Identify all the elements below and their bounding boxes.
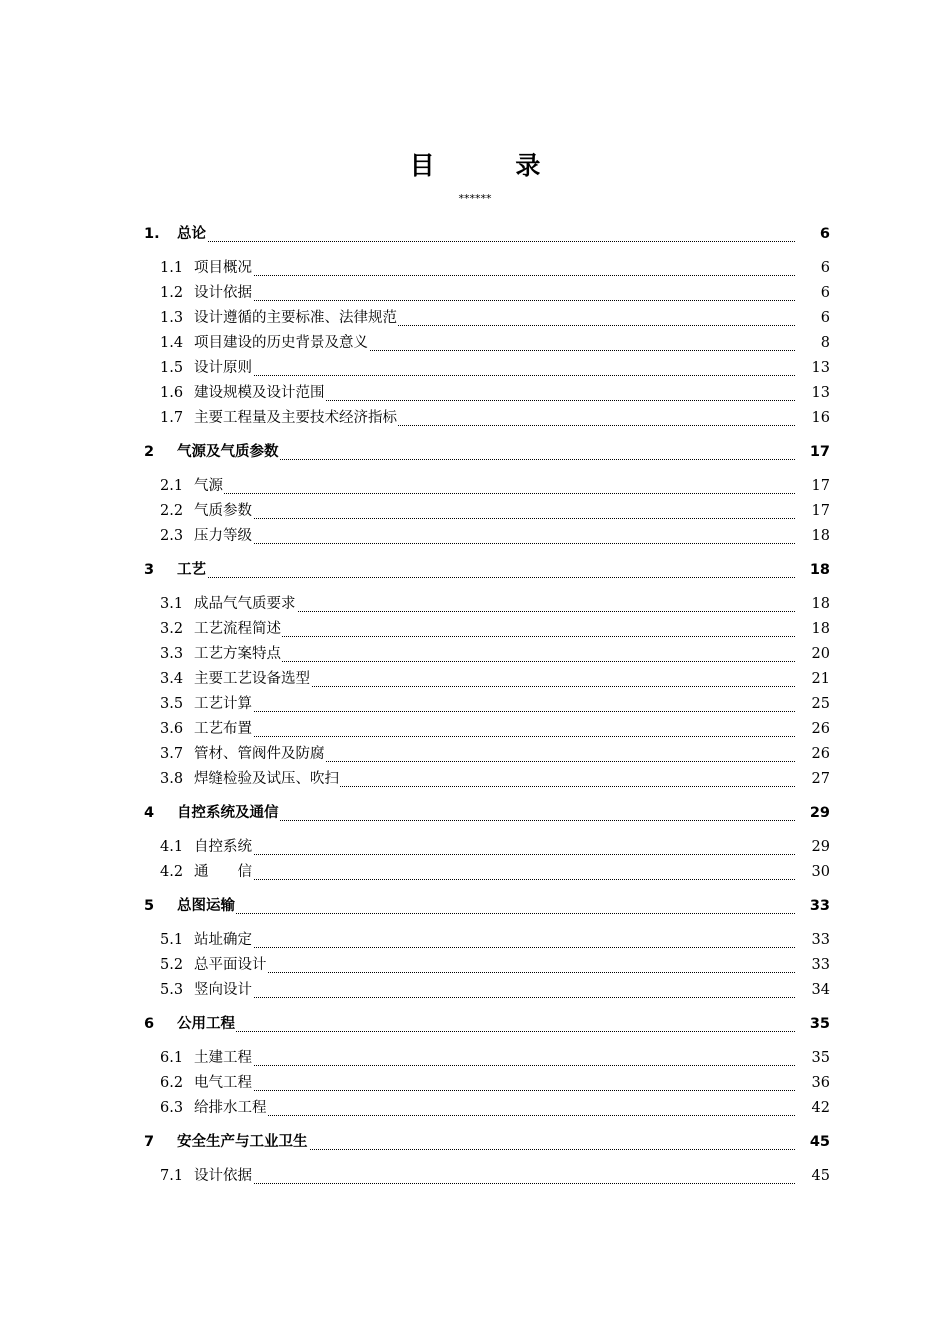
toc-section-entry[interactable]: [0, 500, 950, 522]
toc-entry-label: 给排水工程: [194, 1097, 268, 1119]
toc-entry-label: 自控系统: [194, 836, 253, 858]
toc-page-number: 29: [809, 805, 830, 821]
toc-section-entry[interactable]: [0, 357, 950, 379]
toc-dot-leader: [200, 559, 795, 578]
toc-section-entry[interactable]: [0, 1097, 950, 1119]
toc-section-entry[interactable]: [0, 929, 950, 951]
toc-page-number: 33: [811, 957, 830, 973]
toc-entry-number: 1.: [144, 226, 160, 242]
toc-entry-label: 站址确定: [194, 929, 253, 951]
toc-entry-label: 主要工艺设备选型: [194, 668, 311, 690]
toc-entry-label: 工艺流程简述: [194, 618, 282, 640]
toc-page-number: 26: [811, 746, 830, 762]
toc-entry-label: 自控系统及通信: [177, 802, 280, 824]
toc-page-number: 6: [820, 260, 830, 276]
toc-entry-number: 2.3: [160, 528, 184, 544]
toc-dot-leader: [210, 929, 795, 948]
toc-page-number: 8: [820, 335, 830, 351]
toc-page-number: 25: [811, 696, 830, 712]
toc-entry-label: 主要工程量及主要技术经济指标: [194, 407, 398, 429]
toc-entry-number: 3.7: [160, 746, 184, 762]
toc-entry-label: 公用工程: [177, 1013, 236, 1035]
toc-dot-leader: [200, 441, 795, 460]
toc-dot-leader: [210, 718, 795, 737]
toc-entry-label: 气质参数: [194, 500, 253, 522]
toc-section-entry[interactable]: [0, 1047, 950, 1069]
toc-dot-leader: [210, 979, 795, 998]
toc-dot-leader: [210, 1047, 795, 1066]
toc-entry-label: 总论: [177, 223, 207, 245]
toc-page-number: 36: [811, 1075, 830, 1091]
toc-entry-number: 5.3: [160, 982, 184, 998]
toc-section-entry[interactable]: [0, 475, 950, 497]
toc-dot-leader: [210, 500, 795, 519]
toc-page-number: 18: [811, 528, 830, 544]
toc-page-number: 34: [811, 982, 830, 998]
toc-entry-label: 项目建设的历史背景及意义: [194, 332, 369, 354]
toc-page-number: 17: [811, 478, 830, 494]
toc-entry-number: 6.3: [160, 1100, 184, 1116]
toc-page-number: 45: [809, 1134, 830, 1150]
toc-entry-number: 3.5: [160, 696, 184, 712]
toc-entry-label: 压力等级: [194, 525, 253, 547]
toc-dot-leader: [210, 861, 795, 880]
toc-dot-leader: [210, 525, 795, 544]
toc-entry-label: 安全生产与工业卫生: [177, 1131, 309, 1153]
toc-entry-number: 5: [144, 898, 155, 914]
toc-dot-leader: [210, 836, 795, 855]
toc-section-entry[interactable]: [0, 836, 950, 858]
toc-entry-number: 1.5: [160, 360, 184, 376]
toc-section-entry[interactable]: [0, 407, 950, 429]
toc-dot-leader: [200, 1013, 795, 1032]
toc-section-entry[interactable]: [0, 525, 950, 547]
toc-page-number: 17: [809, 444, 830, 460]
toc-entry-number: 2.2: [160, 503, 184, 519]
toc-chapter-entry[interactable]: [0, 559, 950, 581]
toc-page-number: 27: [811, 771, 830, 787]
toc-entry-label: 管材、管阀件及防腐: [194, 743, 326, 765]
toc-dot-leader: [210, 954, 795, 973]
toc-entry-number: 4.1: [160, 839, 184, 855]
toc-page-number: 20: [811, 646, 830, 662]
toc-section-entry[interactable]: [0, 743, 950, 765]
toc-chapter-entry[interactable]: [0, 441, 950, 463]
toc-dot-leader: [210, 257, 795, 276]
toc-entry-label: 建设规模及设计范围: [194, 382, 326, 404]
toc-entry-label: 工艺布置: [194, 718, 253, 740]
toc-chapter-entry[interactable]: [0, 223, 950, 245]
toc-entry-label: 电气工程: [194, 1072, 253, 1094]
toc-page-number: 33: [809, 898, 830, 914]
toc-section-entry[interactable]: [0, 861, 950, 883]
toc-chapter-entry[interactable]: [0, 802, 950, 824]
toc-page-number: 18: [811, 596, 830, 612]
toc-page-number: 6: [819, 226, 830, 242]
toc-entry-number: 3: [144, 562, 155, 578]
toc-chapter-entry[interactable]: [0, 1013, 950, 1035]
toc-section-entry[interactable]: [0, 257, 950, 279]
toc-page-number: 35: [809, 1016, 830, 1032]
toc-section-entry[interactable]: [0, 768, 950, 790]
toc-section-entry[interactable]: [0, 618, 950, 640]
toc-entry-number: 2.1: [160, 478, 184, 494]
toc-page-number: 6: [820, 310, 830, 326]
toc-entry-label: 竖向设计: [194, 979, 253, 1001]
toc-page-number: 21: [811, 671, 830, 687]
toc-entry-label: 土建工程: [194, 1047, 253, 1069]
toc-section-entry[interactable]: [0, 718, 950, 740]
toc-entry-label: 通 信: [194, 861, 253, 883]
toc-entry-label: 设计原则: [194, 357, 253, 379]
toc-page-number: 18: [809, 562, 830, 578]
toc-page-number: 29: [811, 839, 830, 855]
toc-page-number: 13: [811, 360, 830, 376]
toc-entry-number: 1.6: [160, 385, 184, 401]
toc-dot-leader: [210, 1072, 795, 1091]
toc-page-number: 30: [811, 864, 830, 880]
toc-dot-leader: [200, 895, 795, 914]
toc-entry-number: 4.2: [160, 864, 184, 880]
toc-dot-leader: [200, 223, 795, 242]
toc-section-entry[interactable]: [0, 307, 950, 329]
toc-entry-label: 气源: [194, 475, 224, 497]
toc-entry-label: 工艺: [177, 559, 207, 581]
toc-section-entry[interactable]: [0, 593, 950, 615]
toc-entry-number: 1.7: [160, 410, 184, 426]
toc-page-number: 45: [811, 1168, 830, 1184]
toc-entry-label: 总平面设计: [194, 954, 268, 976]
toc-dot-leader: [200, 802, 795, 821]
toc-page-number: 26: [811, 721, 830, 737]
toc-entry-number: 7: [144, 1134, 155, 1150]
toc-dot-leader: [210, 357, 795, 376]
toc-entry-label: 项目概况: [194, 257, 253, 279]
toc-dot-leader: [210, 1097, 795, 1116]
toc-page-number: 16: [811, 410, 830, 426]
toc-entry-label: 设计依据: [194, 282, 253, 304]
toc-entry-number: 3.1: [160, 596, 184, 612]
toc-section-entry[interactable]: [0, 1165, 950, 1187]
toc-page-number: 35: [811, 1050, 830, 1066]
toc-page-number: 6: [820, 285, 830, 301]
toc-entry-label: 总图运输: [177, 895, 236, 917]
toc-section-entry[interactable]: [0, 1072, 950, 1094]
toc-entry-number: 7.1: [160, 1168, 184, 1184]
toc-entry-label: 设计依据: [194, 1165, 253, 1187]
toc-entry-label: 成品气气质要求: [194, 593, 297, 615]
toc-section-entry[interactable]: [0, 668, 950, 690]
toc-entry-number: 2: [144, 444, 155, 460]
toc-section-entry[interactable]: [0, 643, 950, 665]
title-decoration: ******: [458, 192, 492, 205]
toc-dot-leader: [210, 475, 795, 494]
toc-entry-number: 1.3: [160, 310, 184, 326]
toc-section-entry[interactable]: [0, 693, 950, 715]
toc-entry-number: 3.8: [160, 771, 184, 787]
toc-section-entry[interactable]: [0, 382, 950, 404]
toc-dot-leader: [210, 618, 795, 637]
toc-section-entry[interactable]: [0, 332, 950, 354]
toc-entry-number: 6.2: [160, 1075, 184, 1091]
toc-dot-leader: [210, 282, 795, 301]
toc-entry-number: 6.1: [160, 1050, 184, 1066]
toc-page-number: 33: [811, 932, 830, 948]
toc-entry-number: 3.6: [160, 721, 184, 737]
toc-entry-label: 工艺方案特点: [194, 643, 282, 665]
toc-entry-number: 3.2: [160, 621, 184, 637]
toc-chapter-entry[interactable]: [0, 1131, 950, 1153]
toc-entry-number: 3.4: [160, 671, 184, 687]
toc-entry-number: 5.1: [160, 932, 184, 948]
toc-dot-leader: [210, 1165, 795, 1184]
toc-entry-number: 1.1: [160, 260, 184, 276]
toc-page-number: 17: [811, 503, 830, 519]
toc-section-entry[interactable]: [0, 979, 950, 1001]
toc-entry-number: 4: [144, 805, 155, 821]
toc-entry-number: 3.3: [160, 646, 184, 662]
toc-page-number: 18: [811, 621, 830, 637]
toc-section-entry[interactable]: [0, 282, 950, 304]
toc-entry-label: 设计遵循的主要标准、法律规范: [194, 307, 398, 329]
toc-page-number: 42: [811, 1100, 830, 1116]
toc-dot-leader: [210, 643, 795, 662]
toc-section-entry[interactable]: [0, 954, 950, 976]
toc-dot-leader: [210, 693, 795, 712]
toc-entry-number: 5.2: [160, 957, 184, 973]
toc-dot-leader: [210, 593, 795, 612]
toc-entry-label: 焊缝检验及试压、吹扫: [194, 768, 340, 790]
toc-entry-label: 气源及气质参数: [177, 441, 280, 463]
toc-entry-number: 1.2: [160, 285, 184, 301]
page-title: 目 录: [409, 151, 577, 180]
toc-entry-number: 1.4: [160, 335, 184, 351]
toc-chapter-entry[interactable]: [0, 895, 950, 917]
toc-entry-label: 工艺计算: [194, 693, 253, 715]
toc-page-number: 13: [811, 385, 830, 401]
toc-entry-number: 6: [144, 1016, 155, 1032]
